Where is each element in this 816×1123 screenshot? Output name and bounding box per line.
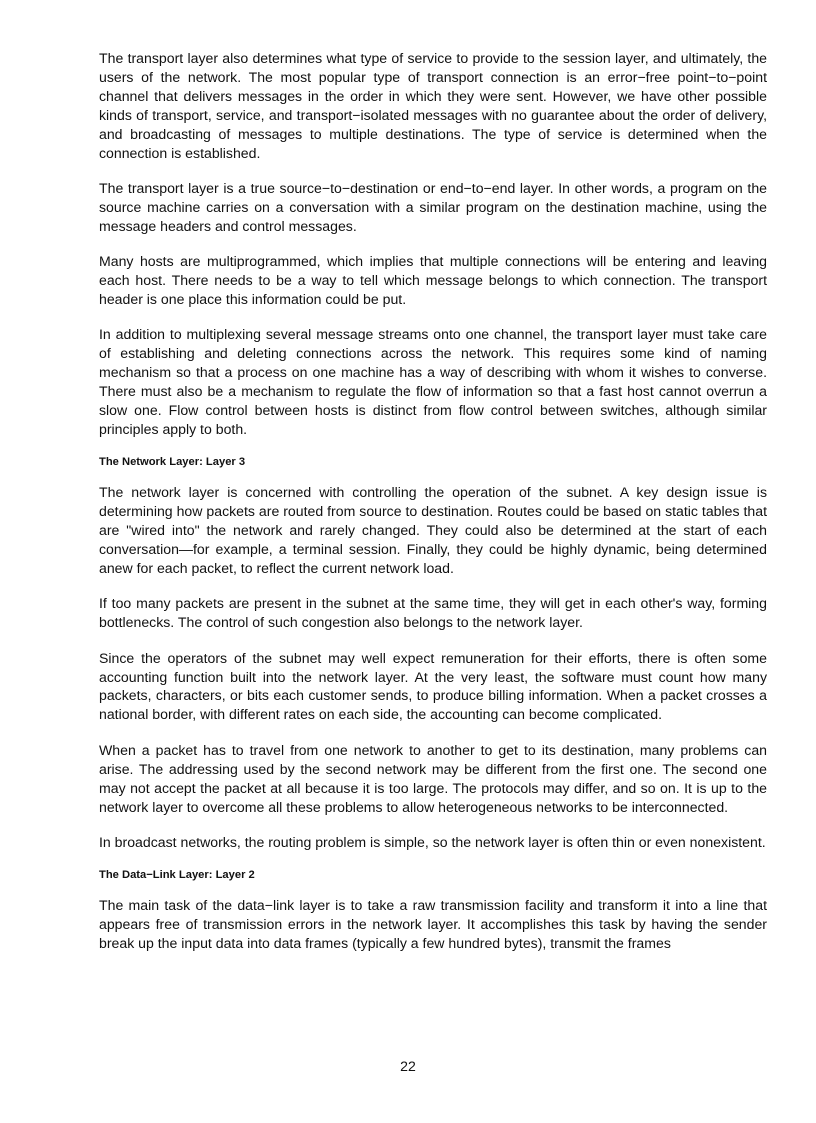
network-layer-heading: The Network Layer: Layer 3 — [99, 456, 246, 469]
transport-paragraph-1: The transport layer also determines what type of service to provide to the session layer, and ultimately, the users of the network. The most popular type of transport connection is an error−free point−to−point channel that delivers messages in the order in which they were sent. However, we have other possible kinds of transport, service, and transport−isolated messages with no guarantee about the order of delivery, and broadcasting of messages to multiple destinations. The type of service is determined when the connection is established. — [99, 50, 767, 161]
network-paragraph-5: In broadcast networks, the routing problem is simple, so the network layer is often thin or even nonexistent. — [99, 833, 766, 850]
network-paragraph-1: The network layer is concerned with controlling the operation of the subnet. A key design issue is determining how packets are routed from source to destination. Routes could be based on static tables that are "wired into" the network and rarely changed. They could also be determined at the start of each conversation—for example, a terminal session. Finally, they could be highly dynamic, being determined anew for each packet, to reflect the current network load. — [99, 484, 767, 576]
network-paragraph-2: If too many packets are present in the subnet at the same time, they will get in each other's way, forming bottlenecks. The control of such congestion also belongs to the network layer. — [99, 595, 767, 631]
transport-paragraph-3: Many hosts are multiprogrammed, which implies that multiple connections will be entering and leaving each host. There needs to be a way to tell which message belongs to which connection. The transport header is one place this information could be put. — [99, 253, 767, 307]
datalink-paragraph-1: The main task of the data−link layer is to take a raw transmission facility and transform it into a line that appears free of transmission errors in the network layer. It accomplishes this task by having the sender break up the input data into data frames (typically a few hundred bytes), transmit the frames — [99, 897, 767, 952]
transport-paragraph-4: In addition to multiplexing several message streams onto one channel, the transport layer must take care of establishing and deleting connections across the network. This requires some kind of naming mechanism so that a process on one machine has a way of describing with whom it wishes to converse. There must also be a mechanism to regulate the flow of information so that a fast host cannot overrun a slow one. Flow control between hosts is distinct from flow control between switches, although similar principles apply to both. — [99, 326, 767, 437]
network-paragraph-4: When a packet has to travel from one network to another to get to its destination, many problems can arise. The addressing used by the second network may be different from the first one. The second one may not accept the packet at all because it is too large. The protocols may differ, and so on. It is up to the network layer to overcome all these problems to allow heterogeneous networks to be interconnected. — [99, 741, 767, 815]
transport-paragraph-2: The transport layer is a true source−to−destination or end−to−end layer. In other words, a program on the source machine carries on a conversation with a similar program on the destination machine, using the message headers and control messages. — [99, 179, 767, 234]
network-paragraph-3: Since the operators of the subnet may well expect remuneration for their efforts, there is often some accounting function built into the network layer. At the very least, the software must count how many packets, characters, or bits each customer sends, to produce billing information. When a packet crosses a national border, with different rates on each side, the accounting can become complicated. — [99, 649, 767, 723]
document-page — [99, 49, 767, 970]
page-number: 22 — [400, 1058, 416, 1074]
datalink-layer-heading: The Data−Link Layer: Layer 2 — [99, 869, 255, 882]
